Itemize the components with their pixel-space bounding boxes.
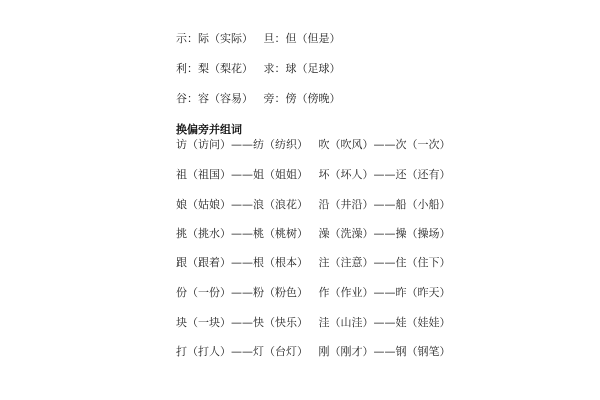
exchange-row: 挑（挑水）——桃（桃树） 澡（洗澡）——操（操场） [176,227,451,240]
radical-pair-line: 利：梨（梨花） 求：球（足球） [176,62,341,75]
exchange-row: 块（一块）——快（快乐） 洼（山洼）——娃（娃娃） [176,316,451,329]
exchange-row: 祖（祖国）——姐（姐姐） 坏（坏人）——还（还有） [176,168,451,181]
exchange-row: 打（打人）——灯（台灯） 刚（刚才）——钢（钢笔） [176,345,451,358]
exchange-row: 份（一份）——粉（粉色） 作（作业）——昨（昨天） [176,286,451,299]
document-body [176,0,576,400]
radical-pair-line: 示：际（实际） 旦：但（但是） [176,32,341,45]
radical-pair-line: 谷：容（容易） 旁：傍（傍晚） [176,92,341,105]
section-heading: 换偏旁并组词 [176,123,242,136]
exchange-row: 跟（跟着）——根（根本） 注（注意）——住（住下） [176,256,451,269]
exchange-row: 娘（姑娘）——浪（浪花） 沿（井沿）——船（小船） [176,198,451,211]
exchange-row: 访（访问）——纺（纺织） 吹（吹风）——次（一次） [176,138,451,151]
